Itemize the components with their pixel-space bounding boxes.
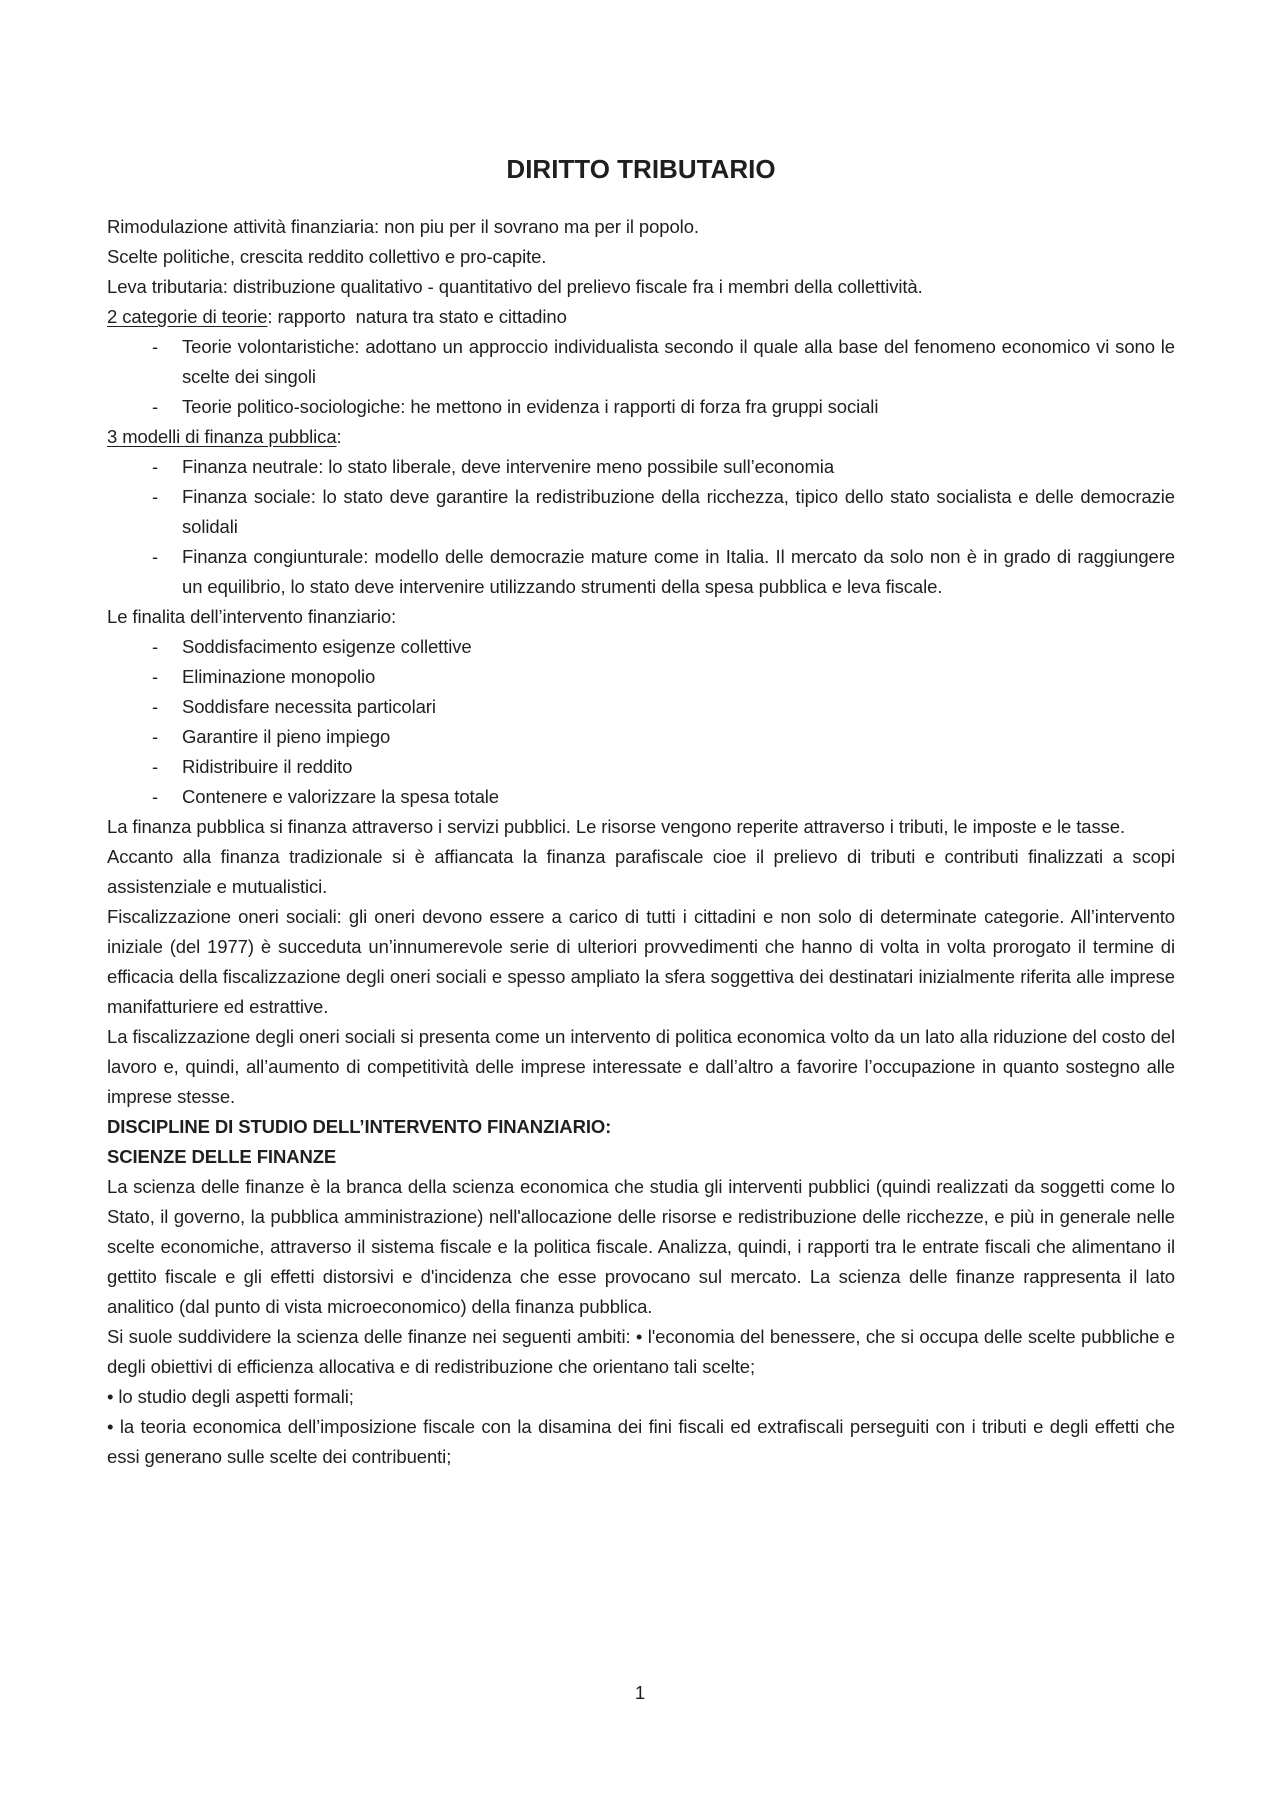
document-content — [107, 152, 1175, 1472]
dash-marker: - — [152, 336, 159, 357]
dash-marker: - — [152, 666, 159, 687]
paragraph-aspetti-formali: • lo studio degli aspetti formali; — [107, 1386, 354, 1407]
paragraph-finanza-parafiscale: Accanto alla finanza tradizionale si è affiancata la finanza parafiscale cioe il prelievo di tributi e contributi finalizzati a scopi assistenziale e mutualistici. — [107, 846, 1175, 897]
paragraph-rimodulazione: Rimodulazione attività finanziaria: non piu per il sovrano ma per il popolo. — [107, 216, 699, 237]
paragraph-scelte-politiche: Scelte politiche, crescita reddito collettivo e pro-capite. — [107, 246, 547, 267]
list-item-soddisfare-necessita — [107, 692, 1175, 722]
page-number: 1 — [634, 1682, 646, 1703]
dash-marker: - — [152, 396, 159, 417]
list-item-teorie-volontaristiche — [107, 332, 1175, 392]
heading-rest-text: : — [336, 426, 342, 447]
heading-finalita: Le finalita dell’intervento finanziario: — [107, 606, 397, 627]
list-item-text: Soddisfare necessita particolari — [182, 696, 436, 717]
dash-marker: - — [152, 456, 159, 477]
dash-marker: - — [152, 486, 159, 507]
list-item-text: Ridistribuire il reddito — [182, 756, 353, 777]
section-heading-scienze-finanze: SCIENZE DELLE FINANZE — [107, 1146, 337, 1167]
list-item-ridistribuire-reddito — [107, 752, 1175, 782]
list-item-finanza-sociale — [107, 482, 1175, 542]
list-item-text: Teorie politico-sociologiche: he mettono in evidenza i rapporti di forza fra gruppi sociali — [182, 396, 879, 417]
list-item-text: Finanza neutrale: lo stato liberale, deve intervenire meno possibile sull’economia — [182, 456, 835, 477]
underlined-heading-text: 2 categorie di teorie — [107, 306, 268, 327]
heading-rest-text: : rapporto natura tra stato e cittadino — [267, 306, 567, 327]
paragraph-leva-tributaria: Leva tributaria: distribuzione qualitativo - quantitativo del prelievo fiscale fra i membri della collettività. — [107, 276, 923, 297]
list-item-text: Finanza sociale: lo stato deve garantire la redistribuzione della ricchezza, tipico dello stato socialista e delle democrazie solidali — [182, 486, 1175, 537]
dash-marker: - — [152, 726, 159, 747]
heading-modelli-finanza — [107, 422, 1175, 452]
paragraph-fiscalizzazione-oneri: Fiscalizzazione oneri sociali: gli oneri devono essere a carico di tutti i cittadini e non solo di determinate categorie. All’intervento iniziale (del 1977) è succeduta un’innumerevole serie di ulteriori provvedimenti che hanno di volta in volta prorogato il termine di efficacia della fiscalizzazione degli oneri sociali e spesso ampliato la sfera soggettiva dei destinatari inizialmente riferita alle imprese manifatturiere ed estrattive. — [107, 906, 1175, 1017]
paragraph-fiscalizzazione-politica: La fiscalizzazione degli oneri sociali si presenta come un intervento di politica economica volto da un lato alla riduzione del costo del lavoro e, quindi, all’aumento di competitività delle imprese interessate e dall’altro a favorire l’occupazione in quanto sostegno alle imprese stesse. — [107, 1026, 1175, 1107]
list-item-finanza-congiunturale — [107, 542, 1175, 602]
list-item-text: Contenere e valorizzare la spesa totale — [182, 786, 499, 807]
document-title: DIRITTO TRIBUTARIO — [506, 154, 776, 184]
heading-categorie-teorie — [107, 302, 1175, 332]
paragraph-suddivisione-ambiti: Si suole suddividere la scienza delle finanze nei seguenti ambiti: • l'economia del benessere, che si occupa delle scelte pubbliche e degli obiettivi di efficienza allocativa e di redistribuzione che orientano tali scelte; — [107, 1326, 1175, 1377]
section-heading-discipline: DISCIPLINE DI STUDIO DELL’INTERVENTO FINANZIARIO: — [107, 1116, 612, 1137]
dash-marker: - — [152, 756, 159, 777]
paragraph-scienza-finanze: La scienza delle finanze è la branca della scienza economica che studia gli interventi pubblici (quindi realizzati da soggetti come lo Stato, il governo, la pubblica amministrazione) nell'allocazione delle risorse e redistribuzione delle ricchezze, e più in generale nelle scelte economiche, attraverso il sistema fiscale e la politica fiscale. Analizza, quindi, i rapporti tra le entrate fiscali che alimentano il gettito fiscale e gli effetti distorsivi e d'incidenza che esse provocano sul mercato. La scienza delle finanze rappresenta il lato analitico (dal punto di vista microeconomico) della finanza pubblica. — [107, 1176, 1175, 1317]
list-item-teorie-politico-sociologiche — [107, 392, 1175, 422]
list-item-eliminazione-monopolio — [107, 662, 1175, 692]
dash-marker: - — [152, 636, 159, 657]
dash-marker: - — [152, 696, 159, 717]
list-item-text: Soddisfacimento esigenze collettive — [182, 636, 472, 657]
list-item-contenere-spesa — [107, 782, 1175, 812]
paragraph-teoria-economica: • la teoria economica dell’imposizione fiscale con la disamina dei fini fiscali ed extrafiscali perseguiti con i tributi e degli effetti che essi generano sulle scelte dei contribuenti; — [107, 1416, 1175, 1467]
dash-marker: - — [152, 546, 159, 567]
dash-marker: - — [152, 786, 159, 807]
underlined-heading-text: 3 modelli di finanza pubblica — [107, 426, 337, 447]
list-item-soddisfacimento — [107, 632, 1175, 662]
list-item-finanza-neutrale — [107, 452, 1175, 482]
list-item-text: Teorie volontaristiche: adottano un approccio individualista secondo il quale alla base del fenomeno economico vi sono le scelte dei singoli — [182, 336, 1175, 387]
list-item-pieno-impiego — [107, 722, 1175, 752]
list-item-text: Eliminazione monopolio — [182, 666, 376, 687]
paragraph-finanza-pubblica: La finanza pubblica si finanza attraverso i servizi pubblici. Le risorse vengono reperite attraverso i tributi, le imposte e le tasse. — [107, 816, 1125, 837]
list-item-text: Finanza congiunturale: modello delle democrazie mature come in Italia. Il mercato da solo non è in grado di raggiungere un equilibrio, lo stato deve intervenire utilizzando strumenti della spesa pubblica e leva fiscale. — [182, 546, 1175, 597]
list-item-text: Garantire il pieno impiego — [182, 726, 391, 747]
